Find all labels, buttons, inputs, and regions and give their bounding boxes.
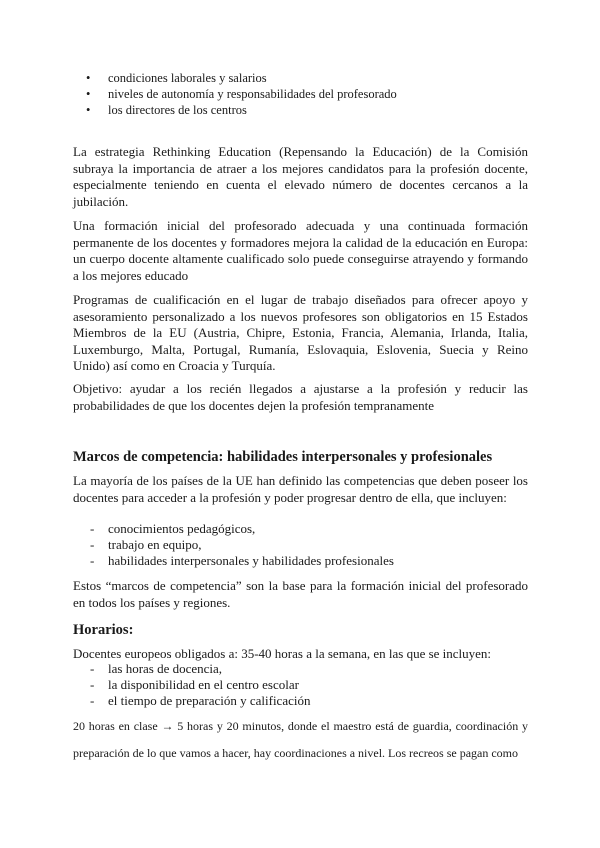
list-item: • niveles de autonomía y responsabilidades del profesorado <box>86 86 397 102</box>
paragraph-rethinking-education: La estrategia Rethinking Education (Repensando la Educación) de la Comisión subraya la importancia de atraer a los mejores candidatos para la profesión docente, especialmente teniendo en cuenta el elevado número de docentes cercanos a la jubilación. <box>73 144 528 209</box>
list-item: - habilidades interpersonales y habilidades profesionales <box>90 553 394 569</box>
list-item: - el tiempo de preparación y calificación <box>90 693 310 709</box>
list-item: - la disponibilidad en el centro escolar <box>90 677 310 693</box>
paragraph-horas-clase: 20 horas en clase → 5 horas y 20 minutos, donde el maestro está de guardia, coordinación y preparación de lo que vamos a hacer, hay coordinaciones a nivel. Los recreos se pagan como <box>73 719 528 760</box>
list-item: - conocimientos pedagógicos, <box>90 521 394 537</box>
heading-horarios: Horarios: <box>73 622 134 638</box>
list-item: • condiciones laborales y salarios <box>86 70 397 86</box>
paragraph-marcos-closing: Estos “marcos de competencia” son la base para la formación inicial del profesorado en todos los países y regiones. <box>73 578 528 610</box>
paragraph-objetivo: Objetivo: ayudar a los recién llegados a ajustarse a la profesión y reducir las probabilidades de que los docentes dejen la profesión tempranamente <box>73 381 528 413</box>
list-item: - las horas de docencia, <box>90 661 310 677</box>
paragraph-competencias-intro: La mayoría de los países de la UE han definido las competencias que deben poseer los docentes para acceder a la profesión y poder progresar dentro de ella, que incluyen: <box>73 473 528 505</box>
bullet-list-top <box>86 70 397 118</box>
list-item: - trabajo en equipo, <box>90 537 394 553</box>
list-item: • los directores de los centros <box>86 102 397 118</box>
dash-list-horarios <box>90 661 310 709</box>
paragraph-programas-cualificacion: Programas de cualificación en el lugar de trabajo diseñados para ofrecer apoyo y asesoramiento personalizado a los nuevos profesores son obligatorios en 15 Estados Miembros de la EU (Austria, Chipre, Estonia, Francia, Alemania, Irlanda, Italia, Luxemburgo, Malta, Portugal, Rumanía, Eslovaquia, Eslovenia, Suecia y Reino Unido) así como en Croacia y Turquía. <box>73 292 528 373</box>
heading-marcos-competencia: Marcos de competencia: habilidades interpersonales y profesionales <box>73 449 493 465</box>
paragraph-horarios-intro: Docentes europeos obligados a: 35-40 horas a la semana, en las que se incluyen: <box>73 646 492 661</box>
dash-list-competencias <box>90 521 394 569</box>
paragraph-formacion-inicial: Una formación inicial del profesorado adecuada y una continuada formación permanente de los docentes y formadores mejora la calidad de la educación en Europa: un cuerpo docente altamente cualificado solo puede conseguirse atrayendo y formando a los mejores educado <box>73 218 528 283</box>
